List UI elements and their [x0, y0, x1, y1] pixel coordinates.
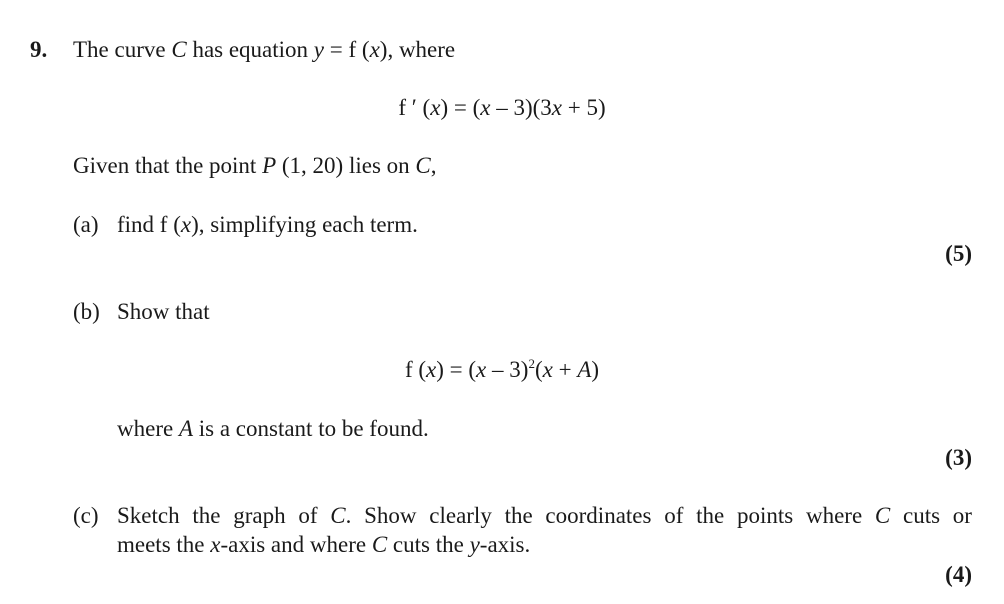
variable-x: x: [542, 357, 553, 382]
part-c-label: (c): [73, 503, 99, 528]
part-b-label: (b): [73, 299, 100, 324]
variable-x: x: [476, 357, 487, 382]
part-a-text: [117, 211, 418, 240]
variable-x: x: [210, 532, 221, 557]
intro-text: The curve: [73, 37, 172, 62]
part-a-marks: (5): [945, 241, 972, 266]
intro-text: = f (: [324, 37, 370, 62]
part-c-segment: . Show clearly the coordinates of the points where: [345, 503, 875, 528]
intro-text: ), where: [379, 37, 456, 62]
eq-text: – 3)(3: [490, 95, 552, 120]
curve-symbol: C: [371, 532, 388, 557]
part-a-segment: ), simplifying each term.: [191, 212, 418, 237]
part-c-line-1: [117, 502, 972, 531]
variable-x: x: [426, 357, 437, 382]
variable-x: x: [480, 95, 491, 120]
part-c-segment: meets the: [117, 532, 211, 557]
point-symbol: P: [262, 153, 277, 178]
eq-text: + 5): [562, 95, 606, 120]
given-text: Given that the point: [73, 153, 263, 178]
given-text: ,: [430, 153, 437, 178]
given-line: [73, 152, 437, 181]
exponent: 2: [528, 356, 535, 371]
intro-line: [73, 36, 455, 65]
part-c-segment: cuts the: [387, 532, 470, 557]
curve-symbol: C: [171, 37, 187, 62]
part-b-where-line: [117, 415, 429, 444]
part-a-segment: find f (: [117, 212, 181, 237]
part-a-label: (a): [73, 212, 99, 237]
curve-symbol: C: [415, 153, 431, 178]
part-c-segment: Sketch the graph of: [117, 503, 331, 528]
intro-text: has equation: [186, 37, 314, 62]
where-text: is a constant to be found.: [193, 416, 429, 441]
part-b-text: Show that: [117, 299, 210, 324]
curve-symbol: C: [874, 503, 891, 528]
given-text: (1, 20) lies on: [276, 153, 416, 178]
eq-text: (: [534, 357, 543, 382]
curve-symbol: C: [330, 503, 346, 528]
variable-x: x: [369, 37, 380, 62]
part-b-marks: (3): [945, 445, 972, 470]
part-b-equation: [0, 356, 1004, 385]
constant-a: A: [178, 416, 193, 441]
variable-y: y: [313, 37, 325, 62]
eq-text: – 3): [486, 357, 529, 382]
constant-a: A: [577, 357, 592, 382]
part-c-marks: (4): [945, 562, 972, 587]
part-c-line-2: [117, 531, 530, 560]
eq-text: f (: [404, 357, 427, 382]
variable-y: y: [469, 532, 480, 557]
variable-x: x: [551, 95, 562, 120]
eq-text: +: [552, 357, 578, 382]
eq-text: ) = (: [440, 95, 481, 120]
eq-text: ): [591, 357, 600, 382]
variable-x: x: [180, 212, 192, 237]
question-number: 9.: [30, 37, 48, 62]
part-c-segment: -axis.: [479, 532, 531, 557]
eq-text: f ′ (: [398, 95, 431, 120]
variable-x: x: [430, 95, 441, 120]
where-text: where: [117, 416, 179, 441]
part-c-segment: -axis and where: [220, 532, 372, 557]
derivative-equation: [0, 94, 1004, 123]
part-c-segment: cuts or: [890, 503, 972, 528]
eq-text: ) = (: [436, 357, 477, 382]
